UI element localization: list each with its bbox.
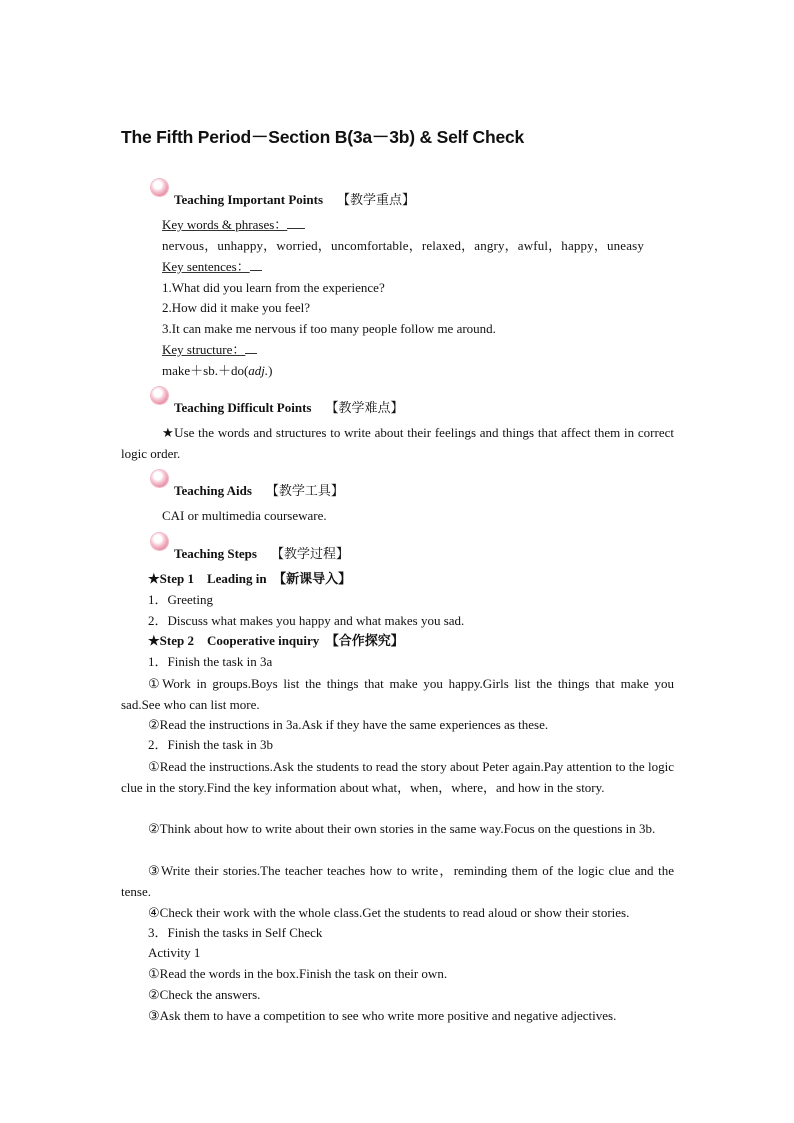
section-heading-steps — [174, 545, 349, 562]
activity-1-label: Activity 1 — [148, 945, 201, 960]
step2-item-1: 1．Finish the task in 3a — [148, 654, 273, 669]
section-heading-cn: 【教学过程】 — [270, 546, 349, 561]
key-words-label-text: Key words & phrases： — [162, 217, 288, 232]
key-structure-end: ) — [268, 363, 273, 378]
section-heading-cn: 【教学重点】 — [337, 192, 416, 207]
section-heading-text: Teaching Difficult Points — [174, 400, 312, 415]
step1-item-2: 2．Discuss what makes you happy and what makes you sad. — [148, 613, 465, 628]
section-heading-important — [174, 191, 415, 208]
key-structure-label-text: Key structure： — [162, 342, 246, 357]
aids-text: CAI or multimedia courseware. — [162, 508, 327, 523]
key-sentence-3: 3.It can make me nervous if too many people follow me around. — [162, 321, 496, 336]
step2-heading: ★Step 2 Cooperative inquiry 【合作探究】 — [148, 633, 404, 648]
section-heading-difficult — [174, 399, 404, 416]
key-structure-label — [162, 341, 257, 358]
key-words-list: nervous，unhappy，worried，uncomfortable，relaxed，angry，awful，happy，uneasy — [162, 238, 644, 253]
section-heading-text: Teaching Steps — [174, 546, 257, 561]
step2-item-2: 2．Finish the task in 3b — [148, 737, 273, 752]
step1-item-1: 1．Greeting — [148, 592, 213, 607]
key-sentence-1: 1.What did you learn from the experience? — [162, 280, 385, 295]
step2-item-2b: ②Think about how to write about their own stories in the same way.Focus on the questions in 3b. — [148, 821, 656, 836]
page-title: The Fifth Period－Section B(3a－3b) & Self Check — [121, 127, 525, 147]
section-heading-aids — [174, 482, 344, 499]
activity-1-item-2: ②Check the answers. — [148, 987, 261, 1002]
key-sentence-2: 2.How did it make you feel? — [162, 300, 311, 315]
activity-1-item-3: ③Ask them to have a competition to see who write more positive and negative adjectives. — [148, 1008, 617, 1023]
bullet-icon — [151, 470, 168, 487]
difficult-points-text: ★Use the words and structures to write about their feelings and things that affect them in correct logic order. — [121, 425, 674, 461]
section-heading-text: Teaching Important Points — [174, 192, 324, 207]
activity-1-item-1: ①Read the words in the box.Finish the task on their own. — [148, 966, 448, 981]
step2-item-3: 3．Finish the tasks in Self Check — [148, 925, 323, 940]
section-heading-text: Teaching Aids — [174, 483, 252, 498]
step2-item-2c: ③Write their stories.The teacher teaches how to write，reminding them of the logic clue and the tense. — [121, 863, 674, 899]
section-heading-cn: 【教学工具】 — [265, 483, 344, 498]
key-structure — [162, 362, 273, 379]
step2-item-2d: ④Check their work with the whole class.Get the students to read aloud or show their stories. — [148, 905, 630, 920]
key-structure-main: make＋sb.＋do( — [162, 363, 249, 378]
step2-item-1b: ②Read the instructions in 3a.Ask if they have the same experiences as these. — [148, 717, 549, 732]
key-sentences-label-text: Key sentences： — [162, 259, 250, 274]
key-sentences-label — [162, 258, 262, 275]
step2-item-2a: ①Read the instructions.Ask the students to read the story about Peter again.Pay attention to the logic clue in the story.Find the key information about what，when，where，and how in the story. — [121, 759, 674, 795]
key-structure-adj: adj. — [248, 363, 269, 378]
bullet-icon — [151, 533, 168, 550]
bullet-icon — [151, 387, 168, 404]
section-heading-cn: 【教学难点】 — [325, 400, 404, 415]
key-words-label — [162, 216, 305, 233]
step2-item-1a: ①Work in groups.Boys list the things that make you happy.Girls list the things that make you sad.See who can list more. — [121, 676, 674, 712]
bullet-icon — [151, 179, 168, 196]
step1-heading: ★Step 1 Leading in 【新课导入】 — [148, 571, 352, 586]
